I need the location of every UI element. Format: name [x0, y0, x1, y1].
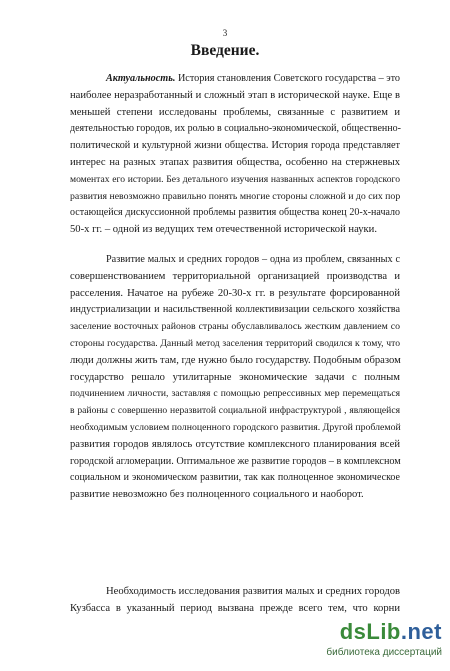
paragraph-line: Необходимость исследования развития малых и средних городов	[106, 586, 401, 597]
paragraph-small-cities	[70, 252, 400, 504]
page-title: Введение.	[190, 42, 260, 59]
paragraph-line: государство решало утилитарные экономические задачи с полным	[70, 371, 400, 383]
paragraph-line: остающейся дискуссионной проблемы развития общества конец 20-х-начало	[70, 207, 400, 219]
paragraph-line: социальном и экономическом развитии, так как полноценное экономическое	[70, 472, 400, 484]
watermark-subtitle: библиотека диссертаций	[326, 647, 442, 658]
paragraph-line: расселения. Начатое на рубеже 20-30-х гг. в результате форсированной	[70, 287, 400, 299]
page-number: 3	[222, 28, 228, 38]
paragraph-line: развития невозможно правильно понять многие стороны сложной и до сих пор	[70, 190, 401, 202]
paragraph-line: моментах его истории. Без детального изучения названных аспектов городского	[70, 173, 400, 185]
paragraph-line: меньшей степени исследованы проблемы, связанные с развитием и	[70, 106, 400, 118]
paragraph-line: городской агломерации. Оптимальное же развитие городов – в комплексном	[70, 455, 401, 467]
paragraph-line: стороны государства. Данный метод заселения территорий сводился к тому, что	[70, 337, 400, 349]
paragraph-line: необходимым условием полноценного городского развития. Другой проблемой	[70, 421, 401, 433]
watermark-logo-part1: dsLib	[339, 619, 401, 644]
paragraph-relevance	[70, 71, 400, 239]
paragraph-line: подчинением личности, заставляя с помощью репрессивных мер перемещаться	[70, 388, 400, 400]
paragraph-line	[70, 71, 400, 88]
watermark-logo	[340, 619, 442, 645]
paragraph-line: развитие невозможно без полноценного социального и наоборот.	[70, 489, 364, 501]
paragraph-line: в районы с совершенно неразвитой социальной инфраструктурой , являющейся	[70, 405, 400, 417]
site-watermark	[302, 619, 442, 663]
paragraph-line: люди должны жить там, где нужно было государству. Подобным образом	[70, 354, 401, 366]
paragraph-lead: Актуальность.	[106, 73, 176, 84]
paragraph-line: совершенствованием территориальной организацией производства и	[70, 270, 400, 282]
paragraph-line: индустриализации и насильственной коллективизации сельского хозяйства	[70, 304, 400, 316]
paragraph-line: Развитие малых и средних городов – одна из проблем, связанных с	[106, 254, 400, 265]
watermark-logo-part2: .net	[400, 619, 442, 644]
paragraph-line: наиболее неразработанный и сложный этап в исторической науке. Еще в	[70, 89, 400, 101]
paragraph-line: Кузбасса в указанный период вызвана прежде всего тем, что корни	[70, 602, 400, 614]
paragraph-line: деятельностью городов, их ролью в социально-экономической, общественно-	[70, 123, 401, 135]
paragraph-line: заселение восточных районов страны обуславливалось жестким давлением со	[70, 321, 400, 333]
paragraph-line: политической и культурной жизни общества. История города представляет	[70, 140, 400, 152]
line-text: История становления Советского государства – это	[177, 73, 401, 84]
paragraph-line: развития городов являлось отсутствие комплексного планирования всей	[70, 438, 400, 450]
paragraph-line: интерес на разных этапах развития общества, особенно на стержневых	[70, 156, 400, 168]
paragraph-line: 50-х гг. – одной из ведущих тем отечественной исторической науки.	[70, 224, 377, 236]
paragraph-necessity	[70, 584, 400, 618]
